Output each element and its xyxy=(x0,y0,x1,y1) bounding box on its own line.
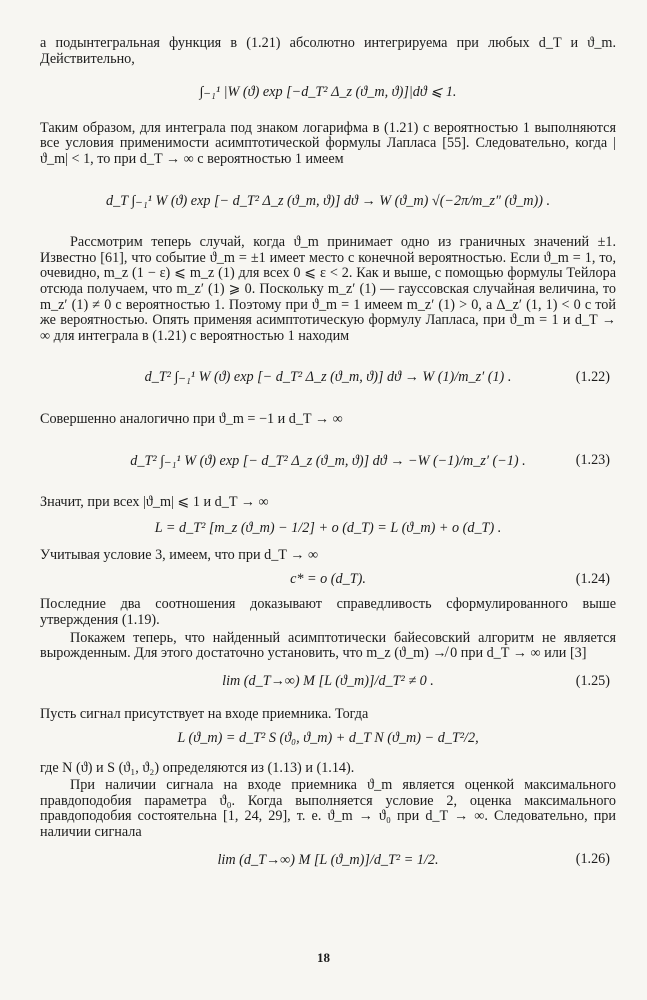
formula-laplace-interior: d_T ∫₋₁¹ W (ϑ) exp [− d_T² Δ_z (ϑ_m, ϑ)] dϑ → W (ϑ_m) √(−2π/m_z″ (ϑ_m)) . xyxy=(105,192,551,209)
paragraph-10: где N (ϑ) и S (ϑ₁, ϑ₂) определяются из (1.13) и (1.14). xyxy=(40,759,355,776)
equation-number-1-23: (1.23) xyxy=(575,452,610,469)
page-body xyxy=(40,30,616,868)
paragraph-4: Совершенно аналогично при ϑ_m = −1 и d_T → ∞ xyxy=(40,410,343,427)
equation-number-1-22: (1.22) xyxy=(575,369,610,386)
paragraph-5: Значит, при всех |ϑ_m| ⩽ 1 и d_T → ∞ xyxy=(40,494,269,511)
formula-1-26 xyxy=(40,853,616,869)
formula-L-signal: L (ϑ_m) = d_T² S (ϑ₀, ϑ_m) + d_T N (ϑ_m) − d_T²/2, xyxy=(177,730,479,747)
paragraph-11: При наличии сигнала на входе приемника ϑ_m является оценкой максимального правдоподобия параметра ϑ₀. Когда выполняется условие 2, оценка максимального правдоподобия состоятельна [1, 24, 29], т. е. ϑ_m → ϑ₀ при d_T → ∞. Следовательно, при наличии сигнала xyxy=(40,777,616,840)
paragraph-6: Учитывая условие 3, имеем, что при d_T → ∞ xyxy=(40,547,319,564)
paragraph-9: Пусть сигнал присутствует на входе приемника. Тогда xyxy=(40,706,369,723)
formula-1-22-body: d_T² ∫₋₁¹ W (ϑ) exp [− d_T² Δ_z (ϑ_m, ϑ)] dϑ → W (1)/m_z′ (1) . xyxy=(144,369,512,386)
formula-1-24-body: c* = o (d_T). xyxy=(290,570,366,587)
formula-1-25-body: lim (d_T→∞) M [L (ϑ_m)]/d_T² ≠ 0 . xyxy=(222,672,434,689)
formula-1-23 xyxy=(40,454,616,470)
formula-1-24 xyxy=(40,572,616,588)
paragraph-3: Рассмотрим теперь случай, когда ϑ_m принимает одно из граничных значений ±1. Известно [61], что событие ϑ_m = ±1 имеет место с конечной вероятностью. Если ϑ_m = 1, то, очевидно, m_z (1 − ε) ⩽ m_z (1) для всех 0 ⩽ ε < 2. Как и выше, с помощью формулы Тейлора отсюда получаем, что m_z′ (1) ⩾ 0. Поскольку m_z′ (1) — гауссовская случайная величина, то m_z′ (1) ≠ 0 с вероятностью 1. Поэтому при ϑ_m = 1 имеем m_z′ (1) > 0, а Δ_z′ (1, 1) < 0 с той же вероятностью. Опять применяя асимптотическую формулу Лапласа, при ϑ_m = 1 и d_T → ∞ для интеграла в (1.21) с вероятностью 1 находим xyxy=(40,234,616,344)
formula-integral-bound: ∫₋₁¹ |W (ϑ) exp [−d_T² Δ_z (ϑ_m, ϑ)]|dϑ ⩽ 1. xyxy=(199,84,457,101)
equation-number-1-25: (1.25) xyxy=(575,672,610,689)
formula-1-22 xyxy=(40,370,616,386)
formula-1-25 xyxy=(40,674,616,690)
page-number: 18 xyxy=(317,950,330,965)
paragraph-8: Покажем теперь, что найденный асимптотически байесовский алгоритм не является вырожденным. Для этого достаточно установить, что m_z (ϑ_m) ↛ 0 при d_T → ∞ или [3] xyxy=(40,629,616,662)
paragraph-2: Таким образом, для интеграла под знаком логарифма в (1.21) с вероятностью 1 выполняются все условия применимости асимптотической формулы Лапласа [55]. Следовательно, когда |ϑ_m| < 1, то при d_T → ∞ с вероятностью 1 имеем xyxy=(40,119,616,167)
formula-1-23-body: d_T² ∫₋₁¹ W (ϑ) exp [− d_T² Δ_z (ϑ_m, ϑ)] dϑ → −W (−1)/m_z′ (−1) . xyxy=(130,452,526,469)
paragraph-1: а подынтегральная функция в (1.21) абсолютно интегрируема при любых d_T и ϑ_m. Действительно, xyxy=(40,35,616,67)
formula-L-asymptotic: L = d_T² [m_z (ϑ_m) − 1/2] + o (d_T) = L (ϑ_m) + o (d_T) . xyxy=(154,519,502,536)
equation-number-1-24: (1.24) xyxy=(575,570,610,587)
paragraph-7: Последние два соотношения доказывают справедливость сформулированного выше утверждения (1.19). xyxy=(40,596,616,629)
equation-number-1-26: (1.26) xyxy=(575,851,610,868)
formula-1-26-body: lim (d_T→∞) M [L (ϑ_m)]/d_T² = 1/2. xyxy=(217,851,439,868)
